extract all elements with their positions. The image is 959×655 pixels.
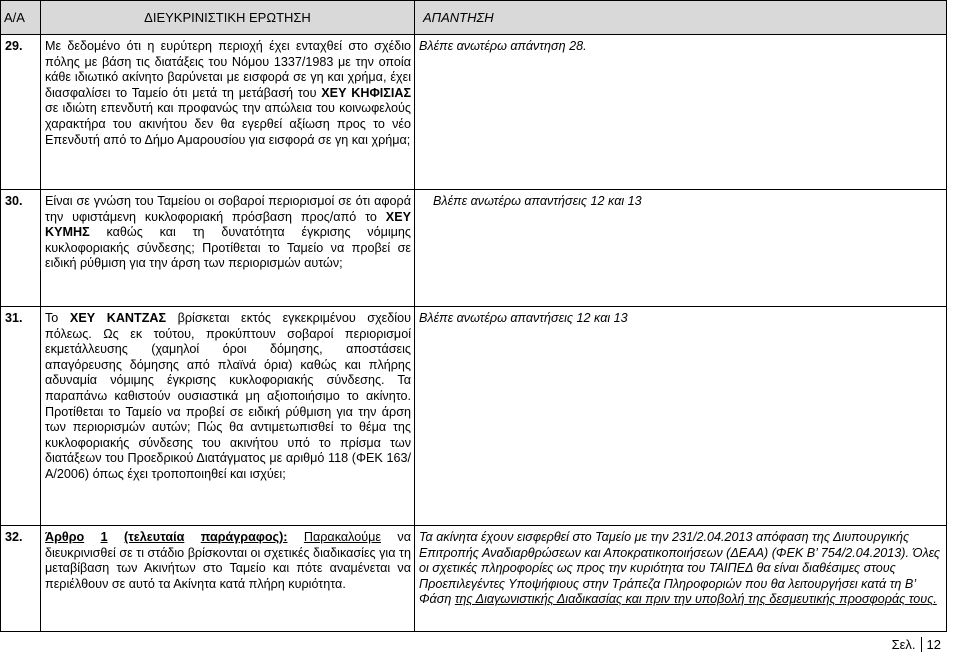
question-part: Με δεδομένο ότι η ευρύτερη περιοχή έχει ενταχθεί στο σχέδιο πόλης με βάση τις διατάξεις του Νόμου 1337/1983 με την οποία κάθε ιδιωτικό ακίνητο βαρύνεται με εισφορά σε γη και χρήμα, έχει διασφαλίσει το Ταμείο ότι μετά τη μετάβασή του: [45, 39, 411, 100]
header-answer: ΑΠΑΝΤΗΣΗ: [415, 1, 947, 35]
question-lead-line: [45, 530, 411, 546]
footer-divider: [921, 637, 922, 652]
question-part: διευκρινισθεί σε τι στάδιο βρίσκονται οι σχετικές διαδικασίες για τη μεταβίβαση των Ακινήτων στο Ταμείο και πότε αναμένεται να περιέλθουν σε αυτό τα Ακίνητα κατά πλήρη κυριότητα.: [45, 545, 411, 591]
article-ref: 1: [100, 530, 108, 544]
question-part: Το: [45, 311, 70, 325]
row-number: 31.: [1, 307, 41, 526]
article-ref: Άρθρο: [45, 530, 85, 544]
question-text: [41, 526, 415, 632]
answer-text: [415, 526, 947, 632]
property-name: ΧΕΥ ΚΗΦΙΣΙΑΣ: [321, 85, 411, 100]
question-part: βρίσκεται εκτός εγκεκριμένου σχεδίου πόλεως. Ως εκ τούτου, προκύπτουν σοβαροί περιορισμοί εκμετάλλευσης (χαμηλοί όροι δόμησης, αποστάσεις απαγόρευσης δόμησης από πλαϊνά όρια) καθώς και πλήρης αδυναμία νόμιμης έγκρισης κυκλοφοριακής σύνδεσης. Τα παραπάνω καθιστούν ουσιαστικά μη αξιοποιήσιμο το ακίνητο. Προτίθεται το Ταμείο να προβεί σε ειδική ρύθμιση για την άρση των περιορισμών αυτών; Πώς θα αντιμετωπισθεί το θέμα της κυκλοφοριακής σύνδεσης του ακινήτου υπό το πρίσμα των διατάξεων του Προεδρικού Διατάγματος με αριθμό 118 (ΦΕΚ 163/Α/2006) όπως έχει τροποποιηθεί και ισχύει;: [45, 311, 411, 481]
question-word: Παρακαλούμε: [303, 530, 381, 544]
article-ref: παράγραφος):: [200, 530, 288, 544]
question-text: [41, 307, 415, 526]
header-question: ΔΙΕΥΚΡΙΝΙΣΤΙΚΗ ΕΡΩΤΗΣΗ: [41, 1, 415, 35]
question-text: [41, 190, 415, 307]
table-row: [1, 307, 947, 526]
row-number: 32.: [1, 526, 41, 632]
question-part: καθώς και τη δυνατότητα έγκρισης νόμιμης κυκλοφοριακής σύνδεσης; Προτίθεται το Ταμείο να προβεί σε ειδική ρύθμιση για την άρση των περιορισμών αυτών;: [45, 225, 411, 271]
page-label: Σελ.: [891, 637, 916, 652]
answer-text: Βλέπε ανωτέρω απάντηση 28.: [415, 35, 947, 190]
question-word: να: [397, 530, 411, 544]
page-number: 12: [926, 637, 941, 652]
property-name: ΧΕΥ ΚΥΜΗΣ: [45, 209, 411, 240]
property-name: ΧΕΥ ΚΑΝΤΖΑΣ: [69, 311, 167, 325]
article-ref: (τελευταία: [123, 530, 185, 544]
row-number: 29.: [1, 35, 41, 190]
header-row: [1, 1, 947, 35]
table-row: [1, 35, 947, 190]
page-footer: [892, 637, 941, 652]
question-part: σε ιδιώτη επενδυτή και προφανώς την απώλεια του κοινωφελούς χαρακτήρα του ακινήτου δεν θα εγερθεί αξίωση προς το νέο Επενδυτή από το Δήμο Αμαρουσίου για εισφορά σε γη και χρήμα;: [45, 101, 411, 147]
question-part: Είναι σε γνώση του Ταμείου οι σοβαροί περιορισμοί σε ότι αφορά την υφιστάμενη κυκλοφοριακή πρόσβαση προς/από το: [45, 194, 411, 224]
answer-part: Τα ακίνητα έχουν εισφερθεί στο Ταμείο με την 231/2.04.2013 απόφαση της Διυπουργικής Επιτροπής Αναδιαρθρώσεων και Αποκρατικοποιήσεων (ΔΕΑΑ) (ΦΕΚ Β’ 754/2.04.2013). Όλες οι σχετικές πληροφορίες ως προς την κυριότητα του ΤΑΙΠΕΔ θα είναι διαθέσιμες στους Προεπιλεγέντες Υποψήφιους στην Τράπεζα Πληροφοριών που θα λειτουργήσει κατά τη Β’ Φάση: [419, 530, 940, 607]
answer-text: Βλέπε ανωτέρω απαντήσεις 12 και 13: [415, 307, 947, 526]
table-row: [1, 526, 947, 632]
header-number: Α/Α: [1, 1, 41, 35]
answer-underlined: της Διαγωνιστικής Διαδικασίας και πριν την υποβολή της δεσμευτικής προσφοράς τους.: [454, 592, 937, 607]
answer-text: Βλέπε ανωτέρω απαντήσεις 12 και 13: [415, 190, 947, 307]
table-row: [1, 190, 947, 307]
question-text: [41, 35, 415, 190]
row-number: 30.: [1, 190, 41, 307]
